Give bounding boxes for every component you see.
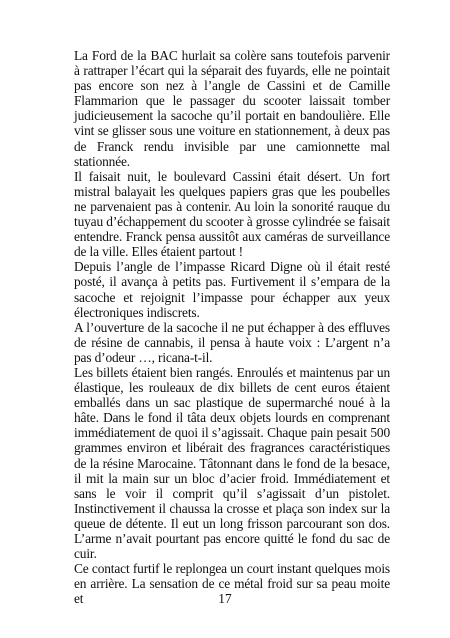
page-number: 17 (218, 591, 232, 606)
page-body (74, 48, 390, 606)
paragraph: La Ford de la BAC hurlait sa colère sans toutefois parvenir à rattraper l’écart qui la séparait des fuyards, elle ne pointait pas encore son nez à l’angle de Cassini et de Camille Flammarion que le passager du scooter laissait tomber judicieusement la sacoche qu’il portait en bandoulière. Elle vint se glisser sous une voiture en stationnement, à deux pas de Franck rendu invisible par une camionnette mal stationnée. (74, 48, 390, 169)
paragraph: Les billets étaient bien rangés. Enroulés et maintenus par un élastique, les rouleaux de dix billets de cent euros étaient emballés dans un sac plastique de supermarché noué à la hâte. Dans le fond il tâta deux objets lourds en comprenant immédiatement de quoi il s’agissait. Chaque pain pesait 500 grammes environ et libérait des fragrances caractéristiques de la résine Marocaine. Tâtonnant dans le fond de la besace, il mit la main sur un bloc d’acier froid. Immédiatement et sans le voir il comprit qu’il s’agissait d’un pistolet. Instinctivement il chaussa la crosse et plaça son index sur la queue de détente. Il eut un long frisson parcourant son dos. L’arme n’avait pourtant pas encore quitté le fond du sac de cuir. (74, 364, 390, 562)
paragraph: Il faisait nuit, le boulevard Cassini était désert. Un fort mistral balayait les quelques papiers gras que les poubelles ne parvenaient pas à contenir. Au loin la sonorité rauque du tuyau d’échappement du scooter à grosse cylindrée se faisait entendre. Franck pensa aussitôt aux caméras de surveillance de la ville. Elles étaient partout ! (74, 168, 390, 260)
paragraph: Ce contact furtif le replongea un court instant quelques mois en arrière. La sensation de ce métal froid sur sa peau moite et (74, 561, 390, 607)
paragraph: Depuis l’angle de l’impasse Ricard Digne où il était resté posté, il avança à petits pas. Furtivement il s’empara de la sacoche et rejoignit l’impasse pour échapper aux yeux électroniques indiscrets. (74, 259, 390, 320)
paragraph: A l’ouverture de la sacoche il ne put échapper à des effluves de résine de cannabis, il pensa à haute voix : L’argent n’a pas d’odeur …, ricana-t-il. (74, 319, 390, 365)
